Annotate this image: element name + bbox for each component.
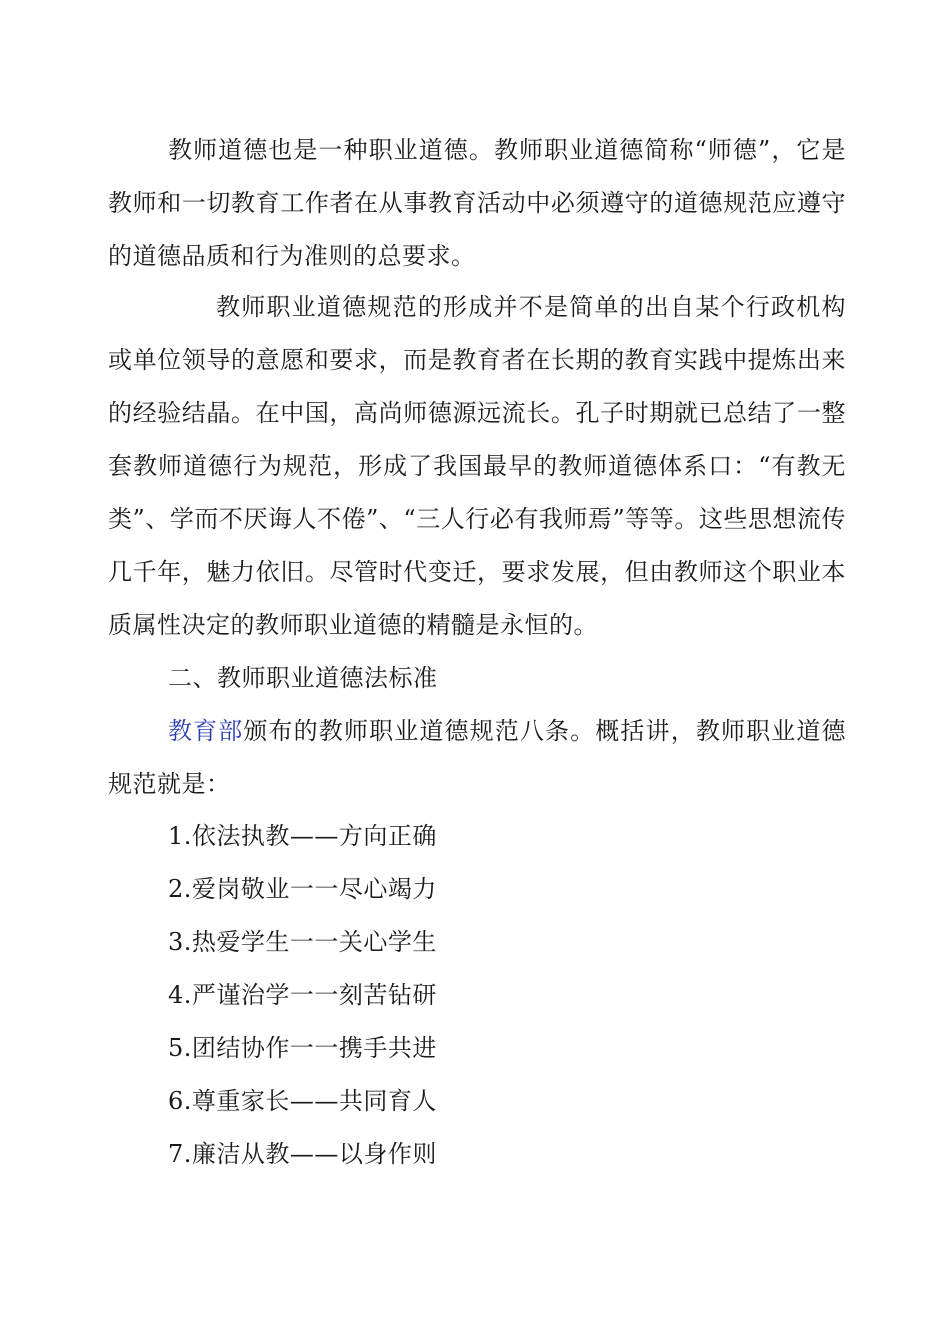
standards-list	[168, 810, 437, 1181]
list-item: 4.严谨治学一一刻苦钻研	[168, 981, 437, 1009]
list-item: 5.团结协作一一携手共进	[168, 1034, 437, 1062]
paragraph-intro: 教师道德也是一种职业道德。教师职业道德简称“师德”，它是教师和一切教育工作者在从事教育活动中必须遵守的道德规范应遵守的道德品质和行为准则的总要求。	[108, 136, 846, 270]
paragraph-standards	[108, 705, 846, 811]
section-heading: 二、教师职业道德法标准	[168, 664, 438, 692]
list-item: 6.尊重家长——共同育人	[168, 1087, 437, 1115]
paragraph-standards-text: 颁布的教师职业道德规范八条。概括讲，教师职业道德规范就是：	[108, 717, 847, 798]
list-item: 1.依法执教——方向正确	[168, 822, 437, 850]
ministry-of-education-link[interactable]: 教育部	[168, 717, 244, 745]
list-item: 7.廉洁从教——以身作则	[168, 1140, 437, 1168]
paragraph-history: 教师职业道德规范的形成并不是简单的出自某个行政机构或单位领导的意愿和要求，而是教育者在长期的教育实践中提炼出来的经验结晶。在中国，高尚师德源远流长。孔子时期就已总结了一整套教师道德行为规范，形成了我国最早的教师道德体系口：“有教无类”、学而不厌诲人不倦”、“三人行必有我师焉”等等。这些思想流传几千年，魅力依旧。尽管时代变迁，要求发展，但由教师这个职业本质属性决定的教师职业道德的精髓是永恒的。	[108, 293, 846, 639]
list-item: 3.热爱学生一一关心学生	[168, 928, 437, 956]
list-item: 2.爱岗敬业一一尽心竭力	[168, 875, 437, 903]
